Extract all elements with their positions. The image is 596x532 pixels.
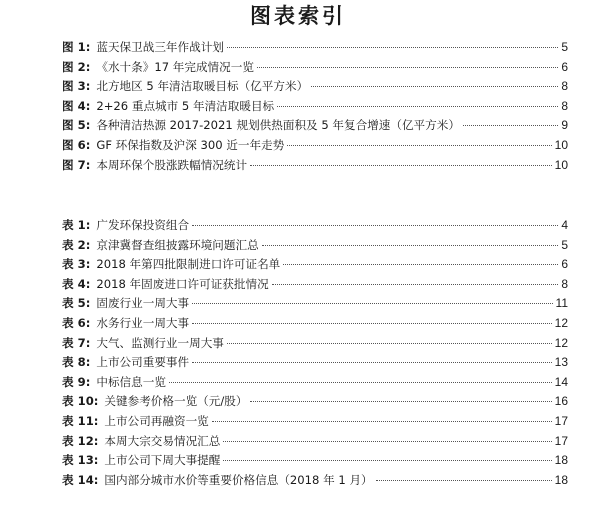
table-caption: 固废行业一周大事: [96, 296, 190, 311]
figure-number-label: 图 3:: [62, 79, 91, 94]
dot-leader: [212, 421, 552, 422]
dot-leader: [192, 303, 552, 304]
table-number-label: 表 1:: [62, 218, 91, 232]
table-index-entry[interactable]: [62, 236, 568, 256]
dot-leader: [272, 284, 559, 285]
table-number-label: 表 10:: [62, 394, 99, 409]
table-caption: 中标信息一览: [96, 374, 166, 389]
table-caption: 关键参考价格一览（元/股）: [104, 394, 248, 409]
figure-caption: GF 环保指数及沪深 300 近一年走势: [96, 137, 285, 152]
table-index-entry[interactable]: [62, 216, 568, 236]
figure-number-label: 图 7:: [62, 157, 91, 172]
page-number: 12: [554, 315, 568, 330]
dot-leader: [192, 225, 558, 226]
figure-index-entry[interactable]: [62, 97, 568, 117]
page-number: 8: [561, 276, 568, 291]
table-index-entry[interactable]: [62, 275, 568, 295]
page-number: 4: [561, 218, 568, 232]
table-caption: 上市公司重要事件: [96, 355, 190, 370]
table-index-list: [62, 216, 568, 490]
figure-caption: 蓝天保卫战三年作战计划: [96, 40, 224, 54]
dot-leader: [250, 401, 551, 402]
page-number: 5: [561, 40, 568, 54]
table-caption: 京津冀督查组披露环境问题汇总: [96, 237, 259, 252]
table-number-label: 表 14:: [62, 472, 99, 487]
figure-index-entry[interactable]: [62, 58, 568, 78]
table-index-entry[interactable]: [62, 294, 568, 314]
dot-leader: [192, 362, 552, 363]
dot-leader: [311, 86, 558, 87]
table-caption: 2018 年固废进口许可证获批情况: [96, 276, 269, 291]
figure-index-list: [62, 38, 568, 175]
figure-caption: 《水十条》17 年完成情况一览: [96, 59, 254, 74]
figure-number-label: 图 2:: [62, 59, 91, 74]
table-number-label: 表 3:: [62, 257, 91, 272]
table-index-entry[interactable]: [62, 432, 568, 452]
dot-leader: [283, 264, 558, 265]
figure-caption: 2+26 重点城市 5 年清洁取暖目标: [96, 98, 275, 113]
figure-caption: 各种清洁热源 2017-2021 规划供热面积及 5 年复合增速（亿平方米）: [96, 118, 460, 133]
page-number: 14: [554, 374, 568, 389]
dot-leader: [227, 47, 558, 48]
table-number-label: 表 5:: [62, 296, 91, 311]
table-index-entry[interactable]: [62, 373, 568, 393]
table-number-label: 表 4:: [62, 276, 91, 291]
table-index-entry[interactable]: [62, 314, 568, 334]
figure-index-entry[interactable]: [62, 116, 568, 136]
table-number-label: 表 9:: [62, 374, 91, 389]
page-number: 17: [554, 433, 568, 448]
table-caption: 上市公司再融资一览: [104, 413, 209, 428]
table-number-label: 表 13:: [62, 453, 99, 468]
page-number: 13: [554, 355, 568, 370]
figure-index-entry[interactable]: [62, 136, 568, 156]
page-number: 16: [554, 394, 568, 409]
figure-number-label: 图 1:: [62, 40, 91, 54]
page-number: 18: [554, 472, 568, 487]
table-number-label: 表 6:: [62, 315, 91, 330]
table-caption: 广发环保投资组合: [96, 218, 190, 232]
figure-caption: 北方地区 5 年清洁取暖目标（亿平方米）: [96, 79, 309, 94]
figure-number-label: 图 6:: [62, 137, 91, 152]
page-number: 5: [561, 237, 568, 252]
page-number: 9: [561, 118, 568, 133]
table-caption: 2018 年第四批限制进口许可证名单: [96, 257, 281, 272]
figure-number-label: 图 5:: [62, 118, 91, 133]
figure-caption: 本周环保个股涨跌幅情况统计: [96, 157, 248, 172]
page-number: 11: [555, 296, 568, 311]
dot-leader: [376, 480, 552, 481]
figure-number-label: 图 4:: [62, 98, 91, 113]
table-number-label: 表 2:: [62, 237, 91, 252]
table-index-entry[interactable]: [62, 471, 568, 491]
figure-index-entry[interactable]: [62, 77, 568, 97]
figure-index-entry[interactable]: [62, 156, 568, 176]
dot-leader: [277, 106, 558, 107]
dot-leader: [463, 125, 558, 126]
page-number: 18: [554, 453, 568, 468]
table-number-label: 表 7:: [62, 335, 91, 350]
dot-leader: [257, 67, 558, 68]
table-caption: 上市公司下周大事提醒: [104, 453, 221, 468]
dot-leader: [223, 460, 551, 461]
dot-leader: [192, 323, 552, 324]
page-number: 17: [554, 413, 568, 428]
dot-leader: [250, 165, 552, 166]
page-number: 8: [561, 79, 568, 94]
table-number-label: 表 12:: [62, 433, 99, 448]
dot-leader: [287, 145, 551, 146]
page-number: 6: [561, 59, 568, 74]
figure-index-entry[interactable]: [62, 38, 568, 58]
table-caption: 本周大宗交易情况汇总: [104, 433, 221, 448]
table-index-entry[interactable]: [62, 353, 568, 373]
dot-leader: [227, 343, 552, 344]
page-title: 图表索引: [250, 3, 346, 28]
table-number-label: 表 8:: [62, 355, 91, 370]
table-index-entry[interactable]: [62, 451, 568, 471]
dot-leader: [262, 245, 559, 246]
page-number: 12: [554, 335, 568, 350]
table-index-entry[interactable]: [62, 412, 568, 432]
table-index-entry[interactable]: [62, 255, 568, 275]
page-number: 10: [554, 137, 568, 152]
dot-leader: [223, 441, 551, 442]
table-index-entry[interactable]: [62, 392, 568, 412]
table-caption: 大气、监测行业一周大事: [96, 335, 224, 350]
table-caption: 水务行业一周大事: [96, 315, 190, 330]
page-number: 10: [554, 157, 568, 172]
table-index-entry[interactable]: [62, 334, 568, 354]
page-number: 8: [561, 98, 568, 113]
table-caption: 国内部分城市水价等重要价格信息（2018 年 1 月）: [104, 472, 373, 487]
table-number-label: 表 11:: [62, 413, 99, 428]
dot-leader: [169, 382, 552, 383]
page-number: 6: [561, 257, 568, 272]
